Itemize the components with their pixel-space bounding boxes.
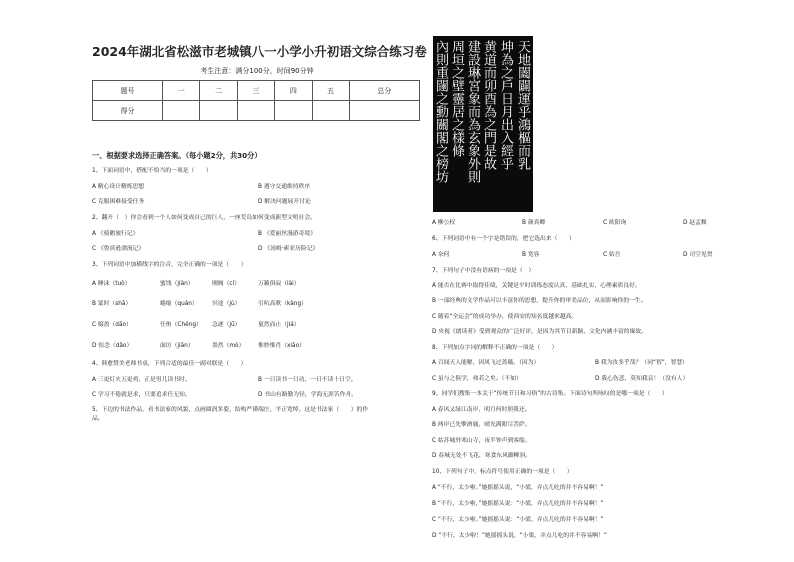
- q2-option-d: D 《汤姆·索亚历险记》: [258, 246, 319, 252]
- question-1: 1、下面词语中，搭配不恰当的一项是（ ）: [92, 168, 212, 174]
- q9-option-c: C 姑苏城外寒山寺，夜半钟声到客船。: [432, 438, 531, 444]
- q5-option-c: C 欧阳询: [603, 220, 627, 226]
- score-header-cell: 总分: [349, 81, 419, 101]
- q8-option-d: D 我心伤悲，莫知我哀！（没有人）: [595, 376, 689, 382]
- question-5-text-cont: 品。: [92, 416, 104, 422]
- q7-option-c: C 随着“全运会”的成功举办，使西安的知名度越来越高。: [432, 314, 578, 320]
- q10-option-a: A “不行，太少啦。”她摇摇头说，“小梁，弄点儿吃的并不容易啊！”: [432, 485, 604, 491]
- q3-option-a-word: 蜜饯（jiàn）: [160, 281, 194, 287]
- calligraphy-column: 坤為之戶日月出入經乎: [498, 40, 513, 170]
- question-4: 4、韩愈赞美老师书桌，下列合适的最佳一副对联是（ ）: [92, 361, 247, 367]
- q1-option-c: C 克服困难接受任务: [92, 199, 145, 205]
- q1-option-a: A 精心设计精炼思想: [92, 184, 145, 190]
- q2-option-b: B 《爱丽丝漫游奇境》: [258, 231, 316, 237]
- calligraphy-column: 天地闔闢運乎鴻樞而乳: [515, 40, 530, 170]
- q9-option-d: D 春城无处不飞花，寒食东风御柳斜。: [432, 453, 532, 459]
- calligraphy-column: 周垣之壁靈居之樣條: [449, 40, 464, 157]
- calligraphy-image: [433, 36, 533, 212]
- score-header-cell: 题号: [93, 81, 163, 101]
- q7-option-b: B 一部经典的文学作品可以丰富你的思想，提升你的审美品位，从而影响你的一生。: [432, 298, 647, 304]
- q1-option-b: B 遵守交通维持秩序: [258, 184, 311, 190]
- q3-option-c-word: 任侑（Chéng）: [160, 322, 202, 328]
- score-cell[interactable]: [200, 101, 237, 121]
- score-cell[interactable]: [237, 101, 274, 121]
- q2-option-a: A 《骑鹅旅行记》: [92, 231, 139, 237]
- question-10: 10、下列句子中，标点符号使用正确的一项是（ ）: [432, 469, 573, 475]
- q9-option-a: A 春风又绿江南岸，明月何时照我还。: [432, 407, 531, 413]
- q4-option-a: A 三更灯火五更鸡，正是男儿读书时。: [92, 377, 191, 383]
- q9-option-b: B 两岸已先擎酒鹿，晴光满眼尽菩萨。: [432, 422, 531, 428]
- q3-option-c-word: 急逐（jū）: [212, 322, 241, 328]
- calligraphy-column: 內則重闥之勳關閣之榜坊: [433, 40, 448, 183]
- q3-option-b-word: 引吭高歌（kàng）: [258, 301, 307, 307]
- q3-option-c: C 啜盈（dāo）: [92, 322, 132, 328]
- page-title: 2024年湖北省松滋市老城镇八一小学小升初语文综合练习卷: [92, 44, 427, 59]
- q3-option-a-word: 刚阀（cí）: [212, 281, 240, 287]
- q5-option-b: B 颜真卿: [522, 220, 546, 226]
- score-header-cell: 四: [275, 81, 312, 101]
- q6-option-d: D 司空见贯: [683, 252, 713, 258]
- calligraphy-column: 建設琳宮象而為玄象外則: [465, 40, 480, 183]
- q3-option-b: B 蒙时（shā）: [92, 301, 132, 307]
- question-7: 7、下列句子中没有语病的一项是（ ）: [432, 268, 535, 274]
- score-row-label: 得分: [93, 101, 163, 121]
- q3-option-d-word: 墨然（mò）: [212, 343, 245, 349]
- q3-option-b-word: 蜷缩（quán）: [160, 301, 198, 307]
- q2-option-c: C 《鲁滨逊漂流记》: [92, 246, 145, 252]
- q5-option-a: A 柳公权: [432, 220, 456, 226]
- q3-option-a-word: 万籁俱寂（lài）: [258, 281, 300, 287]
- q6-option-c: C 姑吾: [603, 252, 621, 258]
- q4-option-c: C 学习不倦就是求，只要追求任无知。: [92, 392, 191, 398]
- question-5-text: 5、下边的书法作品，看书法家的风貌，点画圆润多姿，结构严谨端庄，平正宽绰。这是书法家（ ）的作: [92, 407, 369, 413]
- q6-option-b: B 宽容: [522, 252, 540, 258]
- q1-option-d: D 解决问题展开讨论: [258, 199, 311, 205]
- q3-option-d: D 惊念（dǎo）: [92, 343, 133, 349]
- score-cell[interactable]: [163, 101, 200, 121]
- q8-option-a: A 百闻天人能解，因风飞过蔷薇。（因为）: [432, 360, 540, 366]
- q3-option-a: A 睡沫（tuò）: [92, 281, 131, 287]
- q5-option-d: D 赵孟頫: [683, 220, 707, 226]
- score-table: [92, 80, 420, 121]
- question-3: 3、下列词语中加横线字的注音，完全正确的一项是（ ）: [92, 262, 247, 268]
- q10-option-c: C “不行，太少啦。”她摇摇头说：“小梁，弄点儿吃的并不容易啊！”: [432, 517, 604, 523]
- q8-option-c: C 虽与之俱学，弗若之矣。（不如）: [432, 376, 522, 382]
- question-5: [92, 406, 412, 424]
- q4-option-b: B 一日读书一日功，一日不读十日空。: [258, 377, 357, 383]
- score-cell[interactable]: [312, 101, 349, 121]
- question-9: 9、同学们搜集一本关于“传统节日和习俗”的古诗集。下面诗句所咏叹的是哪一项是（ ）: [432, 391, 668, 397]
- question-8: 8、下列加点字词的解释不正确的一项是（ ）: [432, 345, 558, 351]
- score-header-cell: 五: [312, 81, 349, 101]
- score-cell[interactable]: [349, 101, 419, 121]
- exam-note: 考生注意：满分100分，时间90分钟: [200, 67, 314, 75]
- score-table-header-row: [93, 81, 420, 101]
- q3-option-d-word: 面厉（jiān）: [160, 343, 194, 349]
- score-table-score-row: [93, 101, 420, 121]
- q3-option-c-word: 戛然而止（jiá）: [258, 322, 300, 328]
- q10-option-d: D “不行，太少啦！”她摇摇头说，“小梁，弄点儿吃的并不容易啊！”: [432, 533, 607, 539]
- q7-option-a: A 能否在比赛中取得佳绩，关键是平时训练态度认真，基础扎实，心理素质良好。: [432, 283, 641, 289]
- section-heading: 一、根据要求选择正确答案。（每小题2分，共30分）: [92, 151, 262, 160]
- q7-option-d: D 央视《朗读者》受到观众的广泛好评，是因为其节目新颖、文化内涵丰富的缘故。: [432, 329, 647, 335]
- q3-option-d-word: 惟妙惟肖（xiāo）: [258, 343, 305, 349]
- q4-option-d: D 书山有路勤为径，学海无涯苦作舟。: [258, 392, 358, 398]
- q8-option-b: B 我为汝多乎哉？（同“智”，智慧）: [595, 360, 688, 366]
- calligraphy-column: 黄道而卯酉為之門是故: [481, 40, 496, 170]
- q3-option-b-word: 冥途（jù）: [212, 301, 241, 307]
- score-header-cell: 一: [163, 81, 200, 101]
- question-6: 6、下列词语中有一个字是错误的，把它选出来（ ）: [432, 236, 575, 242]
- question-2: 2、翻开（ ）你会看到一个人如何变成自己的巨人，一座荒岛如何变成新型文明社会。: [92, 215, 316, 221]
- score-cell[interactable]: [275, 101, 312, 121]
- score-header-cell: 二: [200, 81, 237, 101]
- q6-option-a: A 奈何: [432, 252, 450, 258]
- q10-option-b: B “不行，太少啦，”她摇摇头说：“小梁，弄点儿吃的并不容易啊！”: [432, 501, 604, 507]
- score-header-cell: 三: [237, 81, 274, 101]
